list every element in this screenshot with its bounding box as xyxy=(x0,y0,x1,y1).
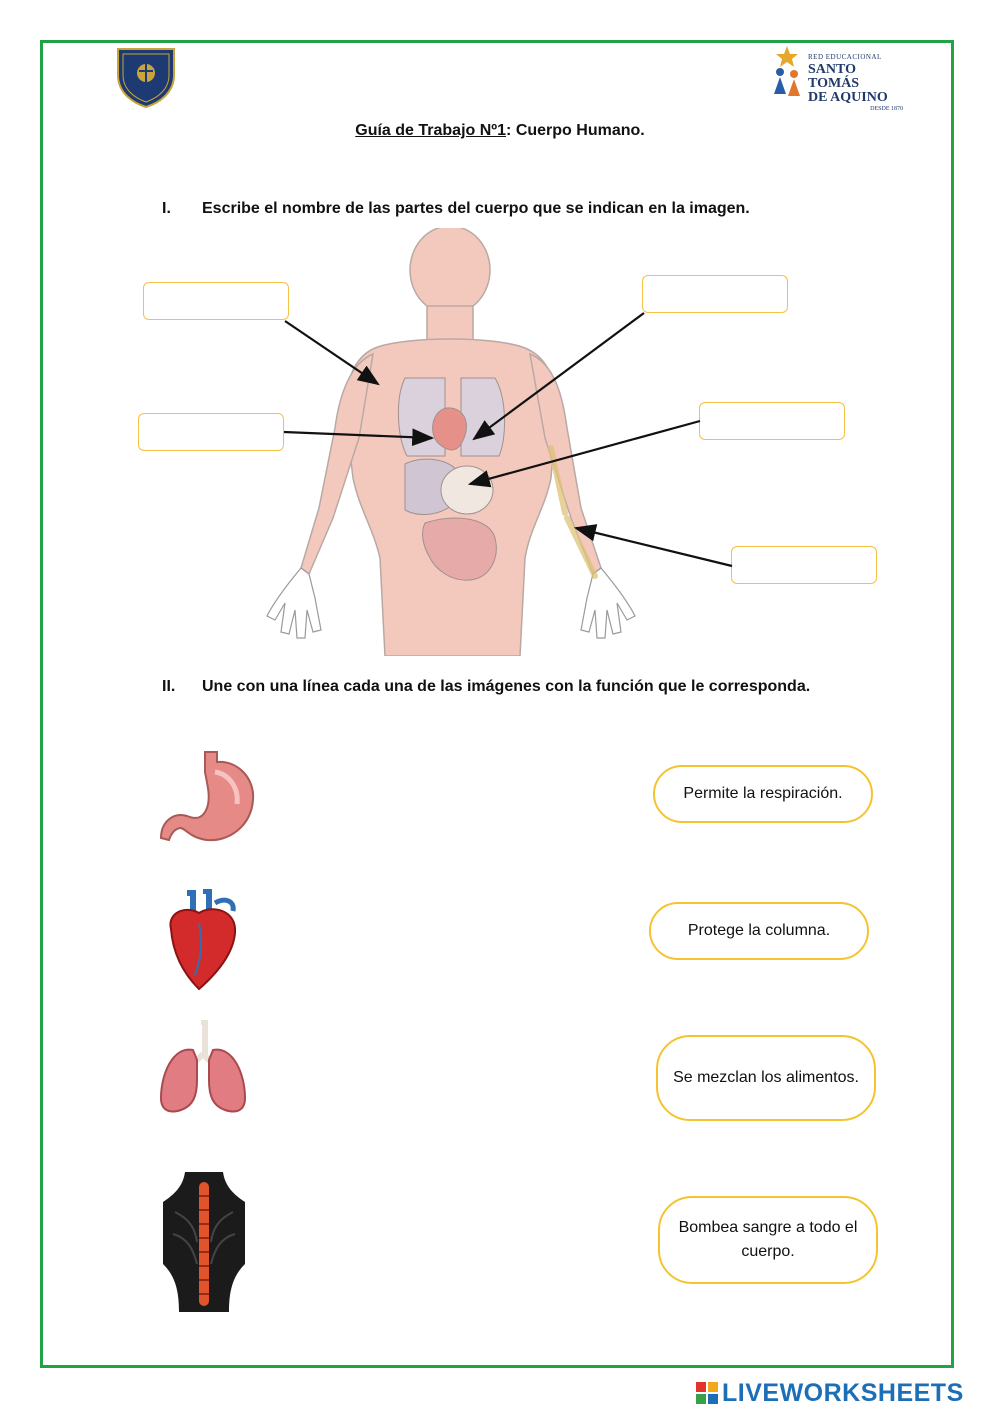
star-figures-icon xyxy=(768,44,806,102)
network-line4: DESDE 1870 xyxy=(870,106,903,112)
liveworksheets-brand[interactable]: LIVEWORKSHEETS xyxy=(722,1378,964,1407)
label-input-1[interactable] xyxy=(143,282,289,320)
school-shield-logo xyxy=(113,45,179,109)
section2-number: II. xyxy=(162,678,176,695)
section1-number: I. xyxy=(162,200,171,217)
lungs-image[interactable] xyxy=(157,1020,249,1116)
section2-text: Une con una línea cada una de las imágenes con la función que le corresponda. xyxy=(202,678,811,695)
section2-instruction xyxy=(162,678,810,696)
function-respiration[interactable]: Permite la respiración. xyxy=(653,765,873,823)
function-mix-food[interactable]: Se mezclan los alimentos. xyxy=(656,1035,876,1121)
network-line3: DE AQUINO xyxy=(808,90,888,105)
human-body-illustration xyxy=(255,228,665,656)
page-title xyxy=(0,122,1000,140)
network-line2: SANTO TOMÁS xyxy=(808,62,860,91)
spine-image[interactable] xyxy=(163,1172,245,1312)
function-protect-spine[interactable]: Protege la columna. xyxy=(649,902,869,960)
section1-instruction xyxy=(162,200,750,218)
heart-image[interactable] xyxy=(163,889,243,993)
liveworksheets-logo-icon xyxy=(696,1382,718,1404)
label-input-2[interactable] xyxy=(642,275,788,313)
network-logo xyxy=(768,44,903,112)
label-input-5[interactable] xyxy=(731,546,877,584)
label-input-3[interactable] xyxy=(138,413,284,451)
function-pump-blood[interactable]: Bombea sangre a todo el cuerpo. xyxy=(658,1196,878,1284)
title-underlined: Guía de Trabajo Nº1 xyxy=(355,122,507,139)
stomach-image[interactable] xyxy=(157,748,257,848)
section1-text: Escribe el nombre de las partes del cuerpo que se indican en la imagen. xyxy=(202,200,750,217)
network-line1: RED EDUCACIONAL xyxy=(808,53,882,61)
label-input-4[interactable] xyxy=(699,402,845,440)
title-rest: : Cuerpo Humano. xyxy=(506,122,645,139)
liveworksheets-footer xyxy=(696,1378,964,1408)
